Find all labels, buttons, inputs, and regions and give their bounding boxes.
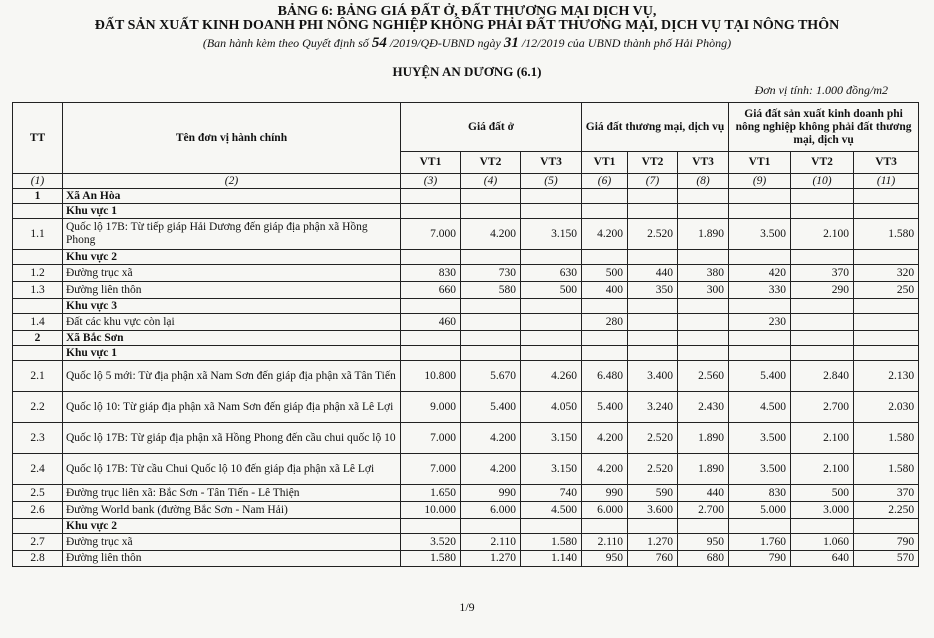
row-name: Xã Bắc Sơn — [63, 331, 401, 346]
price-cell — [582, 189, 628, 204]
price-cell — [729, 250, 791, 265]
price-cell — [628, 346, 678, 361]
commune-row — [13, 189, 919, 204]
price-cell: 3.500 — [729, 423, 791, 454]
header-vt-1: VT1 — [401, 152, 461, 174]
price-cell: 830 — [401, 265, 461, 282]
price-cell: 1.890 — [678, 423, 729, 454]
price-cell: 2.840 — [791, 361, 854, 392]
land-price-table — [12, 102, 919, 567]
price-cell: 6.000 — [461, 502, 521, 519]
price-cell: 2.520 — [628, 454, 678, 485]
price-cell — [521, 250, 582, 265]
price-cell: 400 — [582, 282, 628, 299]
price-cell — [791, 314, 854, 331]
table-row — [13, 423, 919, 454]
row-name: Quốc lộ 5 mới: Từ địa phận xã Nam Sơn đến giáp địa phận xã Tân Tiến — [63, 361, 401, 392]
row-number: 2.8 — [13, 551, 63, 567]
price-cell: 4.200 — [582, 454, 628, 485]
price-cell: 3.000 — [791, 502, 854, 519]
header-vt-9: VT3 — [854, 152, 919, 174]
price-cell: 3.520 — [401, 534, 461, 551]
price-cell: 320 — [854, 265, 919, 282]
price-cell: 4.200 — [582, 423, 628, 454]
decision-number: 54 — [371, 35, 387, 51]
price-cell: 740 — [521, 485, 582, 502]
column-index-3: (3) — [401, 174, 461, 189]
price-cell: 5.400 — [729, 361, 791, 392]
price-cell — [678, 299, 729, 314]
price-cell: 4.050 — [521, 392, 582, 423]
row-number: 2.5 — [13, 485, 63, 502]
zone-row — [13, 346, 919, 361]
header-vt-8: VT2 — [791, 152, 854, 174]
price-cell: 370 — [854, 485, 919, 502]
row-number: 2.6 — [13, 502, 63, 519]
price-cell: 3.600 — [628, 502, 678, 519]
commune-row — [13, 331, 919, 346]
price-cell: 5.400 — [582, 392, 628, 423]
price-cell: 7.000 — [401, 454, 461, 485]
price-cell: 1.650 — [401, 485, 461, 502]
column-index-11: (11) — [854, 174, 919, 189]
price-cell: 1.270 — [461, 551, 521, 567]
price-cell: 3.150 — [521, 454, 582, 485]
row-number — [13, 204, 63, 219]
price-cell — [628, 299, 678, 314]
price-cell: 500 — [791, 485, 854, 502]
price-cell: 2.100 — [791, 454, 854, 485]
header-vt-6: VT3 — [678, 152, 729, 174]
subtitle-part1: (Ban hành kèm theo Quyết định số — [202, 36, 372, 50]
price-cell: 3.500 — [729, 454, 791, 485]
row-number: 1.1 — [13, 219, 63, 250]
price-cell: 790 — [729, 551, 791, 567]
price-cell — [521, 519, 582, 534]
price-cell: 380 — [678, 265, 729, 282]
price-cell: 990 — [582, 485, 628, 502]
price-cell: 1.580 — [854, 423, 919, 454]
price-cell — [521, 346, 582, 361]
price-cell — [461, 314, 521, 331]
price-cell: 760 — [628, 551, 678, 567]
row-number: 2.3 — [13, 423, 63, 454]
price-cell — [729, 331, 791, 346]
row-number: 2.1 — [13, 361, 63, 392]
price-cell — [729, 299, 791, 314]
row-name: Quốc lộ 17B: Từ tiếp giáp Hải Dương đến giáp địa phận xã Hồng Phong — [63, 219, 401, 250]
price-cell: 1.580 — [854, 454, 919, 485]
price-cell — [678, 519, 729, 534]
price-cell: 4.200 — [582, 219, 628, 250]
price-cell — [461, 189, 521, 204]
price-cell — [582, 299, 628, 314]
table-row — [13, 314, 919, 331]
price-cell — [628, 189, 678, 204]
price-cell: 4.200 — [461, 219, 521, 250]
unit-label: Đơn vị tính: 1.000 đồng/m2 — [754, 83, 888, 97]
table-row — [13, 534, 919, 551]
zone-row — [13, 519, 919, 534]
table-row — [13, 219, 919, 250]
row-number: 1 — [13, 189, 63, 204]
zone-row — [13, 299, 919, 314]
price-cell: 660 — [401, 282, 461, 299]
header-name: Tên đơn vị hành chính — [63, 103, 401, 174]
row-number — [13, 299, 63, 314]
decision-subtitle — [0, 35, 934, 52]
price-cell — [582, 519, 628, 534]
price-cell — [791, 299, 854, 314]
price-cell — [854, 519, 919, 534]
price-cell — [582, 250, 628, 265]
price-cell: 9.000 — [401, 392, 461, 423]
price-cell — [791, 519, 854, 534]
row-number: 2.4 — [13, 454, 63, 485]
price-cell: 790 — [854, 534, 919, 551]
price-cell: 5.000 — [729, 502, 791, 519]
price-cell: 570 — [854, 551, 919, 567]
price-cell: 500 — [582, 265, 628, 282]
price-cell — [791, 346, 854, 361]
price-cell — [521, 204, 582, 219]
header-tt: TT — [13, 103, 63, 174]
price-cell — [791, 189, 854, 204]
price-cell: 680 — [678, 551, 729, 567]
price-cell: 2.700 — [791, 392, 854, 423]
price-cell — [678, 331, 729, 346]
price-cell: 460 — [401, 314, 461, 331]
price-cell — [854, 346, 919, 361]
price-cell: 10.800 — [401, 361, 461, 392]
price-cell: 4.500 — [729, 392, 791, 423]
price-cell — [628, 250, 678, 265]
price-cell: 630 — [521, 265, 582, 282]
header-vt-7: VT1 — [729, 152, 791, 174]
price-cell: 4.200 — [461, 454, 521, 485]
price-cell — [628, 331, 678, 346]
table-row — [13, 454, 919, 485]
price-cell — [401, 519, 461, 534]
column-index-5: (5) — [521, 174, 582, 189]
row-name: Quốc lộ 17B: Từ cầu Chui Quốc lộ 10 đến giáp địa phận xã Lê Lợi — [63, 454, 401, 485]
column-index-9: (9) — [729, 174, 791, 189]
price-cell: 3.150 — [521, 219, 582, 250]
price-cell: 1.140 — [521, 551, 582, 567]
price-cell — [791, 250, 854, 265]
price-cell: 290 — [791, 282, 854, 299]
row-number — [13, 250, 63, 265]
row-name: Đường liên thôn — [63, 551, 401, 567]
price-cell: 1.760 — [729, 534, 791, 551]
row-number: 1.4 — [13, 314, 63, 331]
price-cell: 1.890 — [678, 219, 729, 250]
price-cell — [628, 204, 678, 219]
header-vt-3: VT3 — [521, 152, 582, 174]
price-cell: 3.150 — [521, 423, 582, 454]
price-cell — [521, 189, 582, 204]
price-cell: 4.200 — [461, 423, 521, 454]
column-index-6: (6) — [582, 174, 628, 189]
price-cell: 1.270 — [628, 534, 678, 551]
table-row — [13, 485, 919, 502]
page-number: 1/9 — [459, 600, 475, 614]
row-name: Khu vực 2 — [63, 250, 401, 265]
price-cell: 730 — [461, 265, 521, 282]
price-cell: 990 — [461, 485, 521, 502]
column-index-10: (10) — [791, 174, 854, 189]
row-name: Đường trục xã — [63, 265, 401, 282]
row-number: 1.3 — [13, 282, 63, 299]
price-cell — [791, 204, 854, 219]
price-cell: 2.520 — [628, 423, 678, 454]
column-index-8: (8) — [678, 174, 729, 189]
price-cell — [678, 204, 729, 219]
price-cell: 4.260 — [521, 361, 582, 392]
price-cell — [461, 331, 521, 346]
row-name: Xã An Hòa — [63, 189, 401, 204]
price-cell: 420 — [729, 265, 791, 282]
price-cell: 230 — [729, 314, 791, 331]
subtitle-part3: /12/2019 của UBND thành phố Hải Phòng) — [518, 36, 732, 50]
price-cell: 2.520 — [628, 219, 678, 250]
price-cell — [628, 314, 678, 331]
price-cell: 950 — [582, 551, 628, 567]
price-cell: 7.000 — [401, 423, 461, 454]
price-cell: 1.580 — [521, 534, 582, 551]
price-cell — [582, 331, 628, 346]
price-cell: 830 — [729, 485, 791, 502]
price-cell: 1.580 — [401, 551, 461, 567]
price-cell — [854, 314, 919, 331]
price-cell: 6.000 — [582, 502, 628, 519]
row-number: 2.7 — [13, 534, 63, 551]
row-number — [13, 519, 63, 534]
row-number — [13, 346, 63, 361]
price-cell — [729, 519, 791, 534]
subtitle-part2: /2019/QĐ-UBND ngày — [386, 36, 504, 50]
table-row — [13, 282, 919, 299]
header-vt-5: VT2 — [628, 152, 678, 174]
price-cell: 3.400 — [628, 361, 678, 392]
row-name: Đường trục liên xã: Bắc Sơn - Tân Tiến - Lê Thiện — [63, 485, 401, 502]
price-cell — [401, 204, 461, 219]
price-cell: 4.500 — [521, 502, 582, 519]
price-cell: 2.250 — [854, 502, 919, 519]
price-cell — [729, 204, 791, 219]
row-number: 2.2 — [13, 392, 63, 423]
price-cell — [461, 204, 521, 219]
price-cell: 580 — [461, 282, 521, 299]
table-row — [13, 265, 919, 282]
price-cell — [854, 204, 919, 219]
price-cell: 350 — [628, 282, 678, 299]
price-cell: 640 — [791, 551, 854, 567]
price-cell — [729, 189, 791, 204]
price-cell: 1.060 — [791, 534, 854, 551]
decision-day: 31 — [503, 35, 519, 51]
table-row — [13, 551, 919, 567]
price-cell: 1.580 — [854, 219, 919, 250]
price-cell: 6.480 — [582, 361, 628, 392]
price-cell — [401, 331, 461, 346]
price-cell: 2.100 — [791, 423, 854, 454]
price-cell: 440 — [678, 485, 729, 502]
price-cell: 500 — [521, 282, 582, 299]
price-cell — [401, 250, 461, 265]
price-cell — [461, 519, 521, 534]
price-cell — [854, 331, 919, 346]
header-vt-4: VT1 — [582, 152, 628, 174]
table-row — [13, 502, 919, 519]
header-group-residential: Giá đất ở — [401, 103, 582, 152]
price-cell — [854, 189, 919, 204]
price-cell: 2.430 — [678, 392, 729, 423]
row-name: Khu vực 1 — [63, 204, 401, 219]
zone-row — [13, 250, 919, 265]
column-index-7: (7) — [628, 174, 678, 189]
header-group-commercial: Giá đất thương mại, dịch vụ — [582, 103, 729, 152]
row-name: Khu vực 1 — [63, 346, 401, 361]
price-cell: 370 — [791, 265, 854, 282]
price-cell — [401, 299, 461, 314]
price-cell: 3.500 — [729, 219, 791, 250]
column-index-1: (1) — [13, 174, 63, 189]
price-cell: 7.000 — [401, 219, 461, 250]
price-cell — [461, 346, 521, 361]
price-cell: 300 — [678, 282, 729, 299]
zone-row — [13, 204, 919, 219]
price-cell: 10.000 — [401, 502, 461, 519]
district-heading: HUYỆN AN DƯƠNG (6.1) — [392, 64, 542, 79]
price-cell: 2.030 — [854, 392, 919, 423]
price-cell: 2.110 — [461, 534, 521, 551]
row-number: 1.2 — [13, 265, 63, 282]
header-group-nonagri: Giá đất sản xuất kinh doanh phi nông nghiệp không phải đất thương mại, dịch vụ — [729, 103, 919, 152]
row-name: Khu vực 2 — [63, 519, 401, 534]
price-cell: 590 — [628, 485, 678, 502]
price-cell: 3.240 — [628, 392, 678, 423]
price-cell: 1.890 — [678, 454, 729, 485]
price-cell — [401, 189, 461, 204]
price-cell: 2.700 — [678, 502, 729, 519]
table-row — [13, 392, 919, 423]
row-name: Khu vực 3 — [63, 299, 401, 314]
row-name: Đường liên thôn — [63, 282, 401, 299]
price-cell — [854, 299, 919, 314]
price-cell: 2.100 — [791, 219, 854, 250]
row-name: Quốc lộ 10: Từ giáp địa phận xã Nam Sơn đến giáp địa phận xã Lê Lợi — [63, 392, 401, 423]
price-cell: 2.130 — [854, 361, 919, 392]
price-cell: 280 — [582, 314, 628, 331]
price-cell — [521, 299, 582, 314]
price-cell — [628, 519, 678, 534]
price-cell: 950 — [678, 534, 729, 551]
price-cell — [401, 346, 461, 361]
price-cell — [461, 299, 521, 314]
price-cell: 2.560 — [678, 361, 729, 392]
table-row — [13, 361, 919, 392]
row-number: 2 — [13, 331, 63, 346]
price-cell — [461, 250, 521, 265]
column-index-4: (4) — [461, 174, 521, 189]
price-cell — [678, 189, 729, 204]
table-title-line1: BẢNG 6: BẢNG GIÁ ĐẤT Ở, ĐẤT THƯƠNG MẠI DỊCH VỤ, — [277, 4, 657, 19]
header-vt-2: VT2 — [461, 152, 521, 174]
price-cell: 5.400 — [461, 392, 521, 423]
price-cell — [521, 331, 582, 346]
price-cell — [678, 346, 729, 361]
price-cell — [729, 346, 791, 361]
price-cell: 5.670 — [461, 361, 521, 392]
price-cell: 250 — [854, 282, 919, 299]
price-cell — [854, 250, 919, 265]
column-index-2: (2) — [63, 174, 401, 189]
price-cell — [582, 204, 628, 219]
price-cell: 440 — [628, 265, 678, 282]
price-cell — [582, 346, 628, 361]
row-name: Quốc lộ 17B: Từ giáp địa phận xã Hồng Phong đến cầu chui quốc lộ 10 — [63, 423, 401, 454]
row-name: Đường World bank (đường Bắc Sơn - Nam Hải) — [63, 502, 401, 519]
price-cell — [678, 250, 729, 265]
row-name: Đường trục xã — [63, 534, 401, 551]
row-name: Đất các khu vực còn lại — [63, 314, 401, 331]
price-cell — [791, 331, 854, 346]
price-cell: 330 — [729, 282, 791, 299]
table-title-line2: ĐẤT SẢN XUẤT KINH DOANH PHI NÔNG NGHIỆP KHÔNG PHẢI ĐẤT THƯƠNG MẠI, DỊCH VỤ TẠI NÔNG THÔN — [94, 18, 840, 33]
price-cell: 2.110 — [582, 534, 628, 551]
price-cell — [678, 314, 729, 331]
price-cell — [521, 314, 582, 331]
